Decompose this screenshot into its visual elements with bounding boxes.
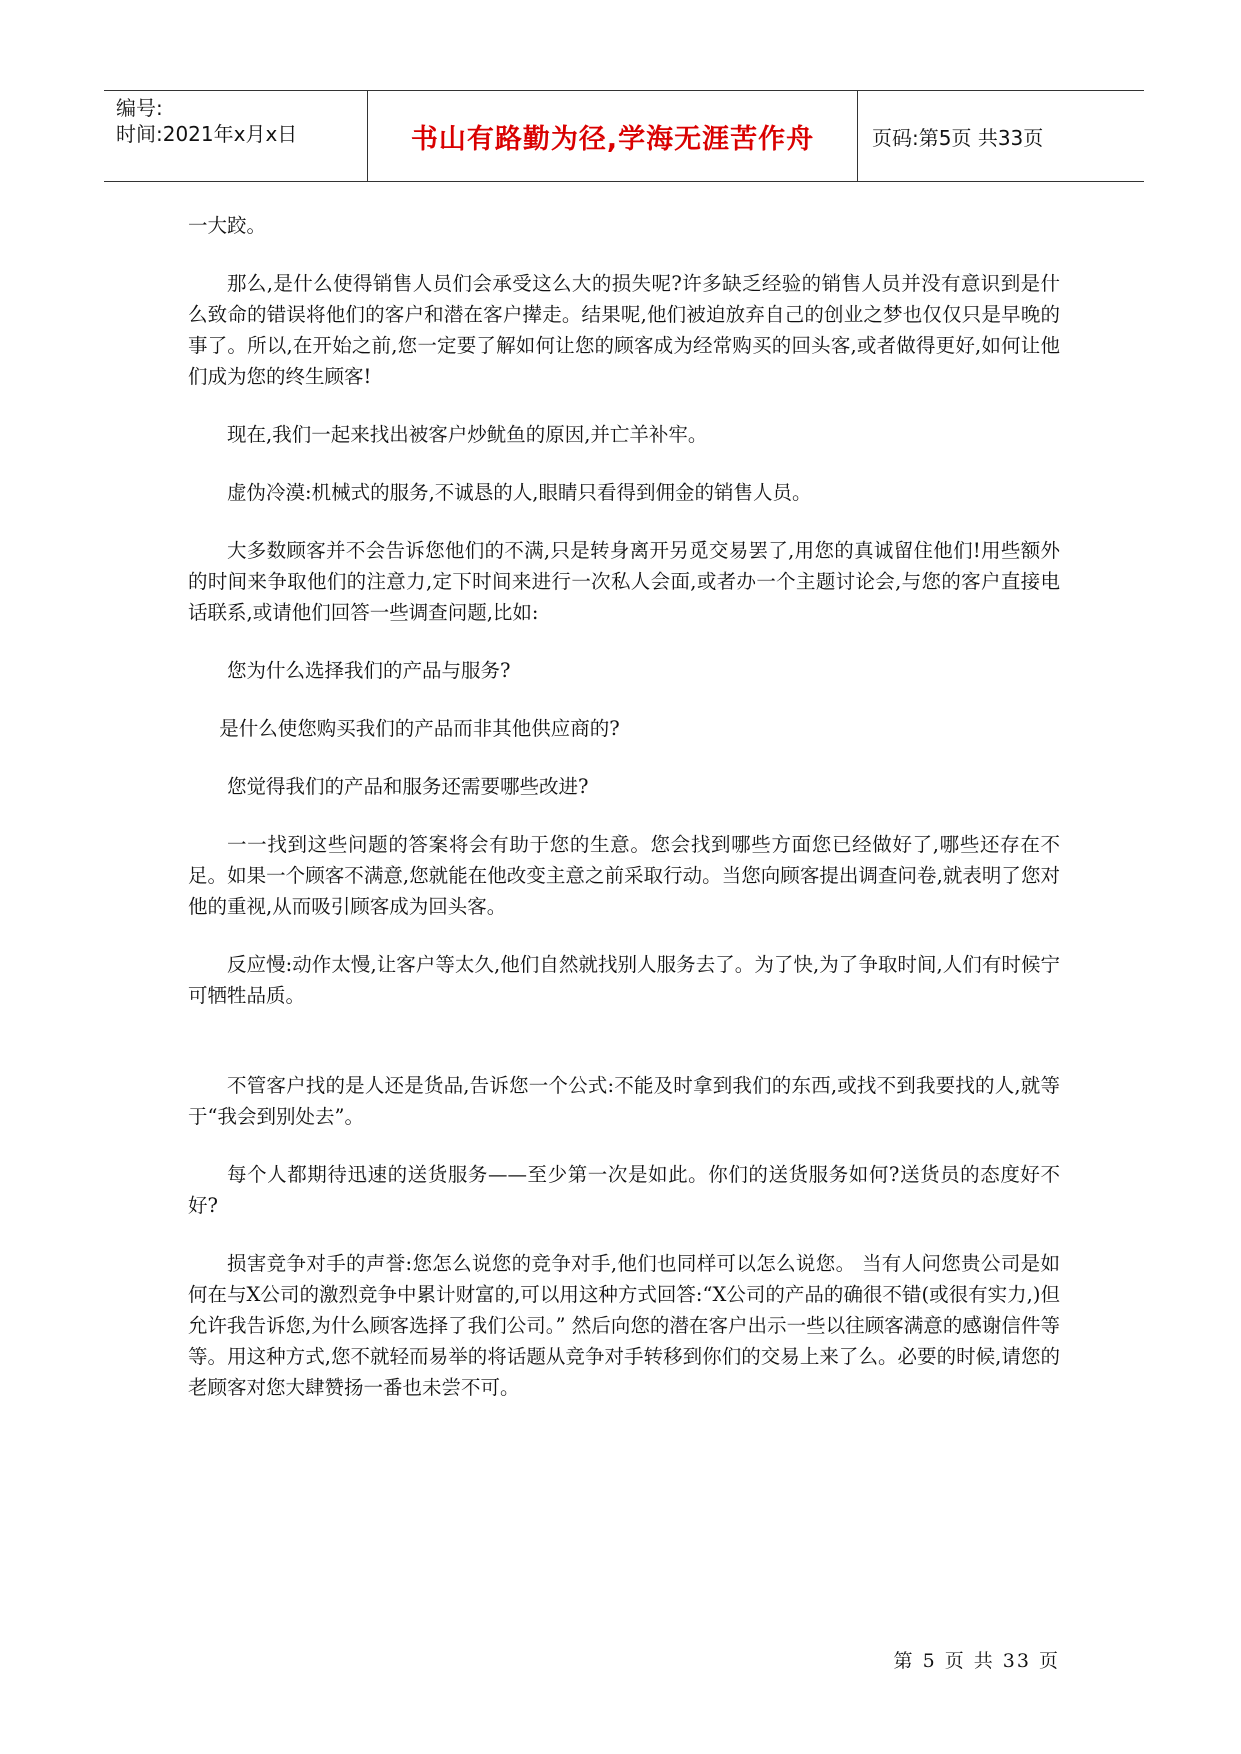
header-page-cell [858, 91, 1144, 181]
paragraph: 那么,是什么使得销售人员们会承受这么大的损失呢?许多缺乏经验的销售人员并没有意识到是什么致命的错误将他们的客户和潜在客户撵走。结果呢,他们被迫放弃自己的创业之梦也仅仅只是早晚的事了。所以,在开始之前,您一定要了解如何让您的顾客成为经常购买的回头客,或者做得更好,如何让他们成为您的终生顾客! [188, 272, 1060, 388]
question-item: 您为什么选择我们的产品与服务? [227, 659, 511, 682]
number-label: 编号: [116, 96, 163, 120]
paragraph: 反应慢:动作太慢,让客户等太久,他们自然就找别人服务去了。为了快,为了争取时间,人们有时候宁可牺牲品质。 [188, 953, 1060, 1007]
paragraph: 不管客户找的是人还是货品,告诉您一个公式:不能及时拿到我们的东西,或找不到我要找的人,就等于“我会到别处去”。 [188, 1074, 1060, 1128]
question-item: 您觉得我们的产品和服务还需要哪些改进? [227, 775, 589, 798]
paragraph: 大多数顾客并不会告诉您他们的不满,只是转身离开另觅交易罢了,用您的真诚留住他们!用些额外的时间来争取他们的注意力,定下时间来进行一次私人会面,或者办一个主题讨论会,与您的客户直接电话联系,或请他们回答一些调查问题,比如: [188, 539, 1060, 624]
time-label: 时间:2021年x月x日 [116, 122, 298, 146]
paragraph: 一大跤。 [188, 214, 267, 237]
paragraph: 每个人都期待迅速的送货服务——至少第一次是如此。你们的送货服务如何?送货员的态度好不好? [188, 1163, 1060, 1217]
header-meta-cell [104, 91, 368, 181]
paragraph: 现在,我们一起来找出被客户炒鱿鱼的原因,并亡羊补牢。 [227, 423, 708, 446]
paragraph: 一一找到这些问题的答案将会有助于您的生意。您会找到哪些方面您已经做好了,哪些还存在不足。如果一个顾客不满意,您就能在他改变主意之前采取行动。当您向顾客提出调查问卷,就表明了您对他的重视,从而吸引顾客成为回头客。 [188, 833, 1060, 918]
document-body [188, 210, 1060, 1430]
page-header [104, 90, 1144, 182]
paragraph: 损害竞争对手的声誉:您怎么说您的竞争对手,他们也同样可以怎么说您。 当有人问您贵公司是如何在与X公司的激烈竞争中累计财富的,可以用这种方式回答:“X公司的产品的确很不错(或很有实力,)但允许我告诉您,为什么顾客选择了我们公司。” 然后向您的潜在客户出示一些以往顾客满意的感谢信件等等。用这种方式,您不就轻而易举的将话题从竞争对手转移到你们的交易上来了么。必要的时候,请您的老顾客对您大肆赞扬一番也未尝不可。 [188, 1252, 1060, 1399]
motto-text: 书山有路勤为径,学海无涯苦作舟 [410, 123, 815, 155]
header-motto-cell [368, 91, 858, 181]
question-item: 是什么使您购买我们的产品而非其他供应商的? [219, 717, 620, 740]
paragraph: 虚伪冷漠:机械式的服务,不诚恳的人,眼睛只看得到佣金的销售人员。 [227, 481, 812, 504]
page-footer: 第 5 页 共 33 页 [893, 1650, 1060, 1672]
page-code: 页码:第5页 共33页 [872, 125, 1044, 150]
